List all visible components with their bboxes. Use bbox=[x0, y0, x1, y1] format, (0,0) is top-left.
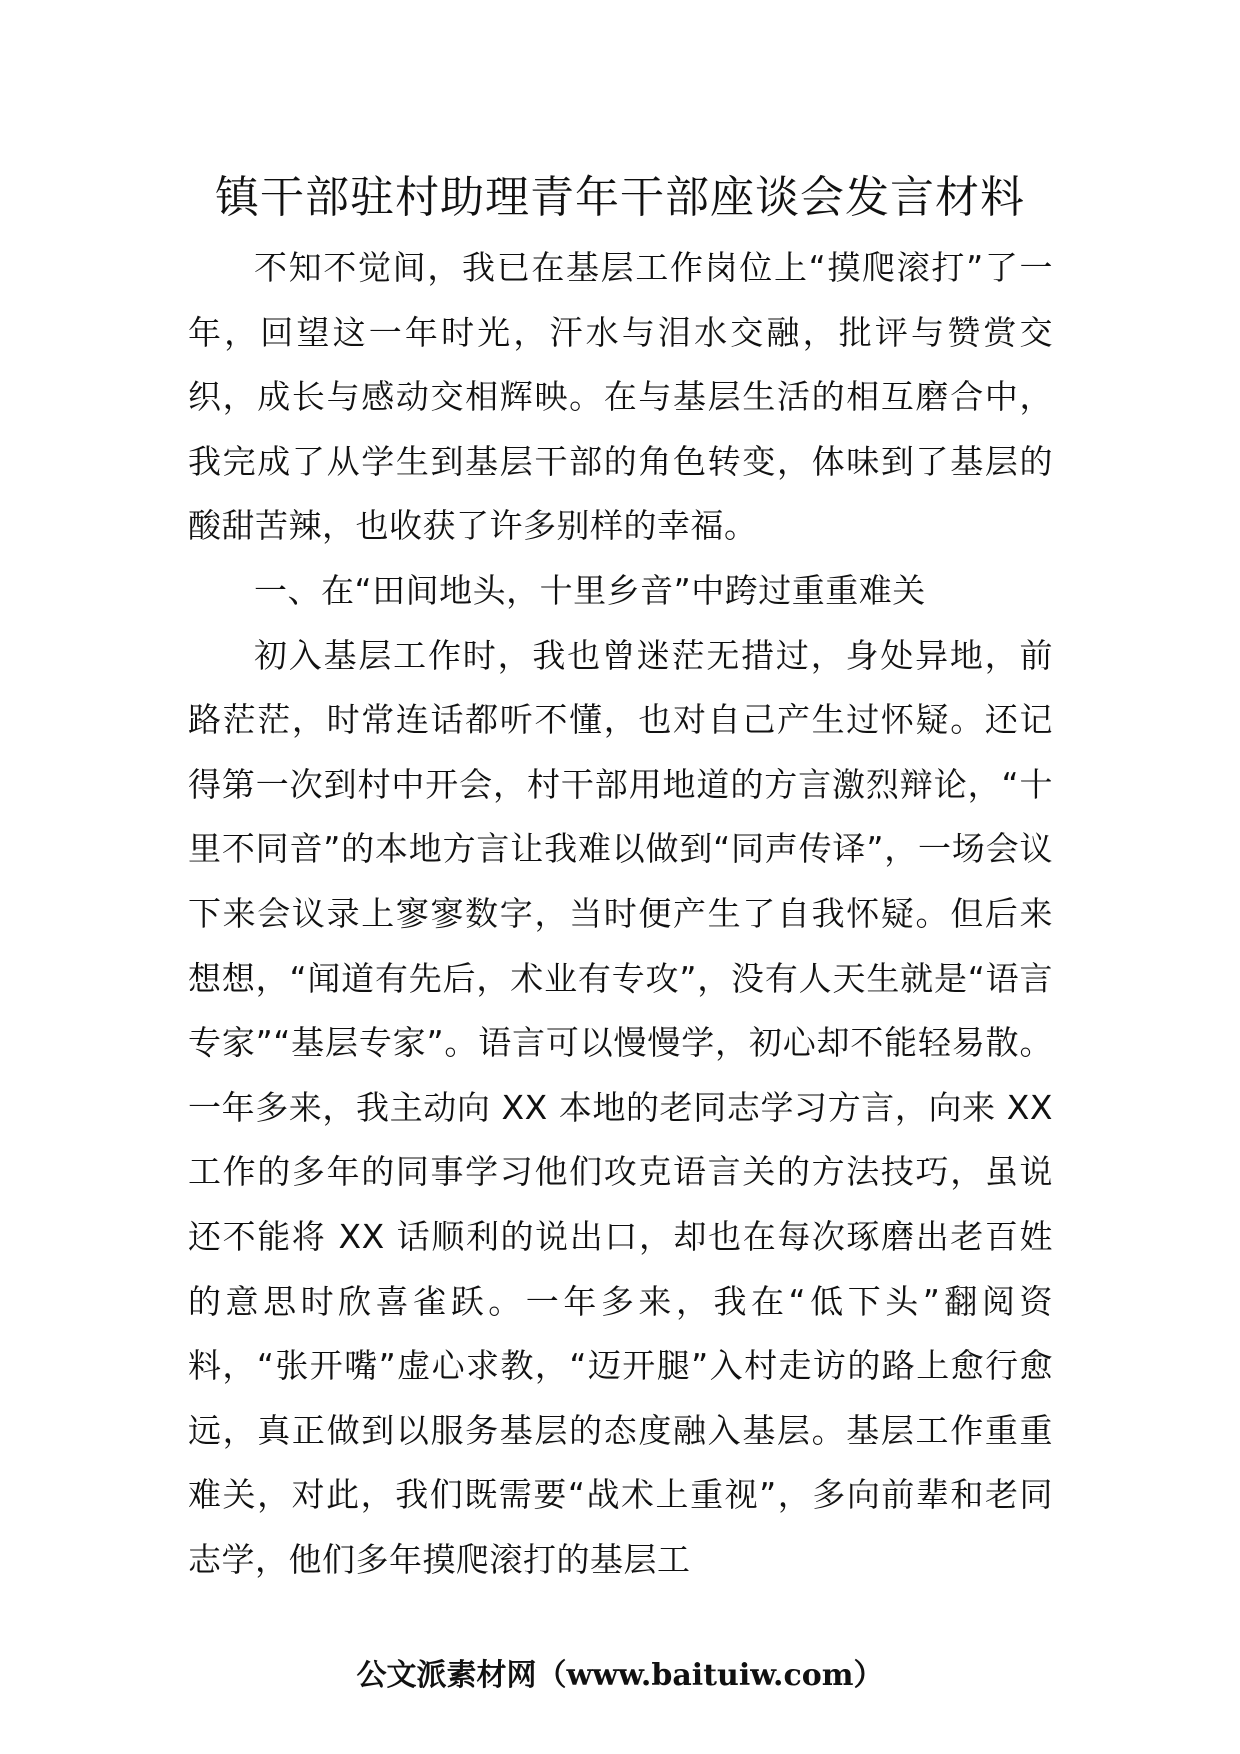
footer-watermark-text: 公文派素材网（www.baituiw.com） bbox=[356, 1658, 884, 1693]
document-title: 镇干部驻村助理青年干部座谈会发言材料 bbox=[215, 172, 1025, 223]
paragraph-section-1: 初入基层工作时，我也曾迷茫无措过，身处异地，前路茫茫，时常连话都听不懂，也对自己产生过怀疑。还记得第一次到村中开会，村干部用地道的方言激烈辩论，“十里不同音”的本地方言让我难以做到“同声传译”，一场会议下来会议录上寥寥数字，当时便产生了自我怀疑。但后来想想，“闻道有先后，术业有专攻”，没有人天生就是“语言专家”“基层专家”。语言可以慢慢学，初心却不能轻易散。一年多来，我主动向 XX 本地的老同志学习方言，向来 XX 工作的多年的同事学习他们攻克语言关的方法技巧，虽说还不能将 XX 话顺利的说出口，却也在每次琢磨出老百姓的意思时欣喜雀跃。一年多来，我在“低下头”翻阅资料，“张开嘴”虚心求教，“迈开腿”入村走访的路上愈行愈远，真正做到以服务基层的态度融入基层。基层工作重重难关，对此，我们既需要“战术上重视”，多向前辈和老同志学，他们多年摸爬滚打的基层工 bbox=[188, 635, 1053, 1579]
paragraph-intro: 不知不觉间，我已在基层工作岗位上“摸爬滚打”了一年，回望这一年时光，汗水与泪水交融，批评与赞赏交织，成长与感动交相辉映。在与基层生活的相互磨合中，我完成了从学生到基层干部的角色转变，体味到了基层的酸甜苦辣，也收获了许多别样的幸福。 bbox=[188, 248, 1053, 546]
document-body bbox=[188, 236, 1053, 1592]
section-heading-1: 一、在“田间地头，十里乡音”中跨过重重难关 bbox=[254, 570, 926, 610]
